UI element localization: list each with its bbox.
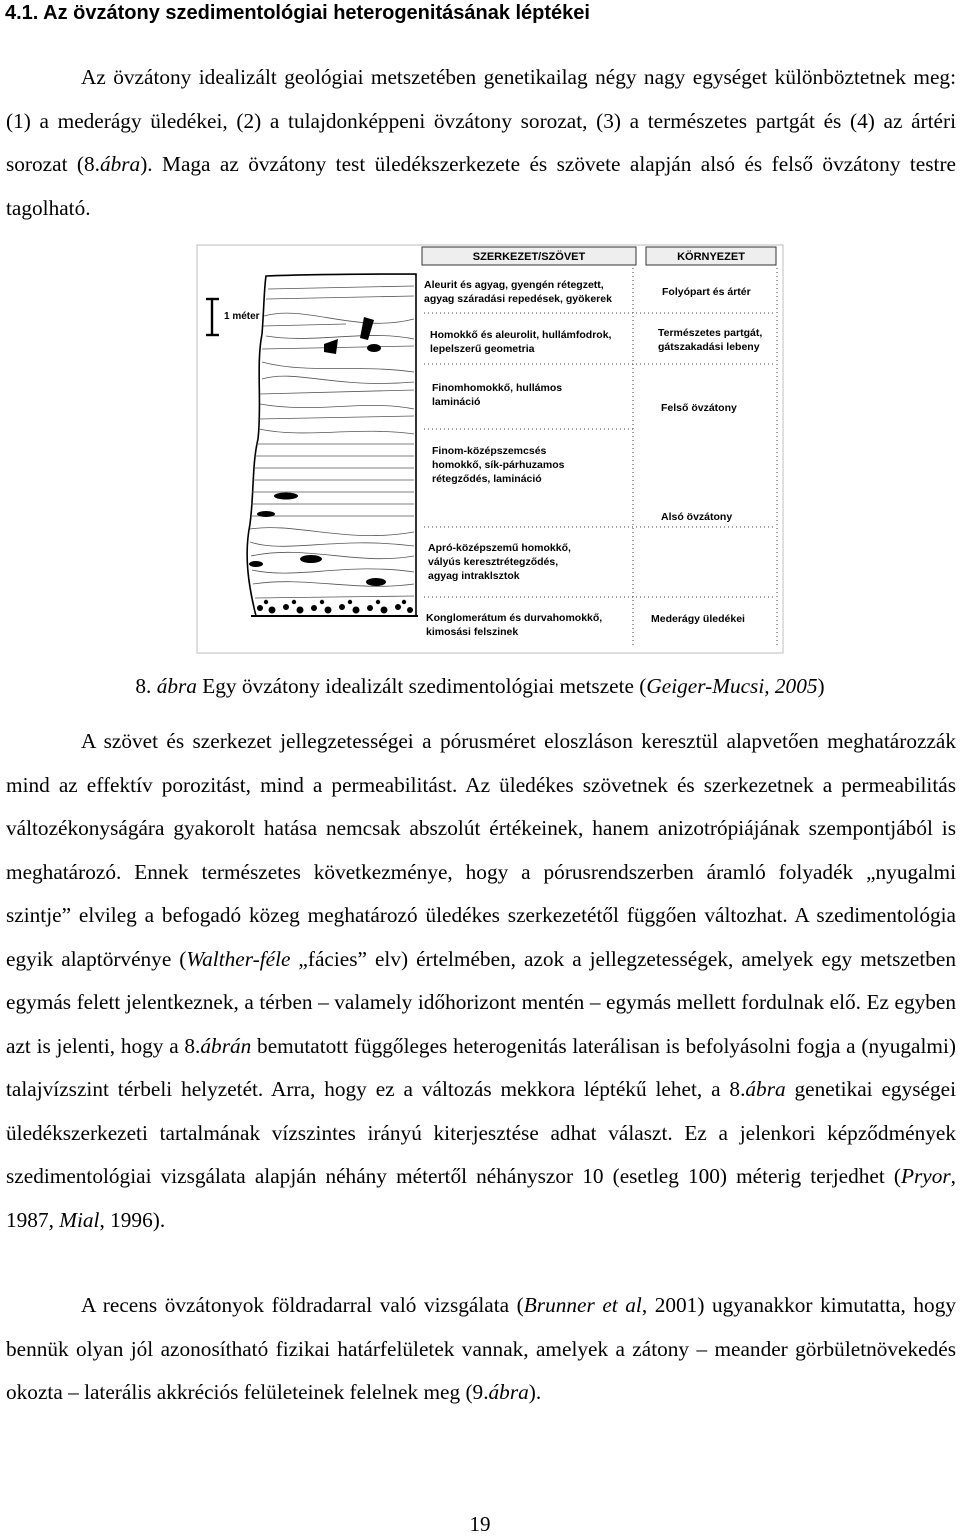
- structure-label: Konglomerátum és durvahomokkő,: [426, 612, 603, 624]
- structure-label: rétegződés, lamináció: [432, 473, 542, 485]
- scale-bar: [206, 299, 219, 335]
- figure-reference: ábrán: [200, 1033, 252, 1058]
- caption-number: 8.: [135, 674, 152, 698]
- caption-text: Egy övzátony idealizált szedimentológiai metszete (: [196, 674, 647, 698]
- text-run: „fácies” elv) értelmében, azok a jellegzetességek, amelyek egy metszetben egymás felett jelentkeznek, a térben – valamely időhorizont mentén – egymás mellett fordulnak elő. Ez egyben azt is jelenti, hogy a 8.: [6, 946, 956, 1058]
- structure-label: kimosási felszinek: [426, 626, 519, 638]
- text-run: A recens övzátonyok földradarral való vizsgálata (: [81, 1293, 524, 1317]
- text-run: ). Maga az övzátony test üledékszerkezete és szövete alapján alsó és felső övzátony testre tagolható.: [6, 152, 956, 220]
- structure-label: Homokkő és aleurolit, hullámfodrok,: [430, 329, 612, 341]
- section-heading: 4.1. Az övzátony szedimentológiai heterogenitásának léptékei: [5, 2, 590, 24]
- structure-label: Apró-középszemű homokkő,: [428, 542, 571, 554]
- italic-term: Walther-féle: [186, 946, 291, 971]
- text-run: , 2001) ugyanakkor kimutatta, hogy bennük olyan jól azonosítható fizikai határfelületek vannak, amelyek a zátony – meander görbületnövekedés okozta – laterális akkréciós felületeinek felelnek meg (9.: [6, 1293, 956, 1404]
- structure-labels: [424, 279, 612, 638]
- structure-label: vályús keresztrétegződés,: [428, 556, 559, 568]
- environment-label: Mederágy üledékei: [651, 613, 745, 625]
- scale-label: 1 méter: [224, 311, 260, 322]
- caption-citation: Geiger-Mucsi, 2005: [646, 674, 818, 698]
- environment-label: gátszakadási lebeny: [658, 341, 760, 353]
- citation-author: Mial: [59, 1207, 100, 1232]
- profile-outline: [247, 274, 416, 616]
- text-run: ).: [528, 1380, 542, 1404]
- environment-labels: [651, 286, 762, 625]
- environment-label: Folyópart és ártér: [662, 286, 751, 298]
- figure-reference: ábra: [488, 1380, 529, 1404]
- structure-label: agyag száradási repedések, gyökerek: [424, 293, 612, 305]
- caption-text: ): [817, 674, 825, 698]
- header-structure: SZERKEZET/SZÖVET: [472, 251, 586, 263]
- environment-label: Természetes partgát,: [658, 327, 763, 339]
- structure-label: lamináció: [432, 396, 481, 408]
- structure-label: Finomhomokkő, hullámos: [432, 382, 563, 394]
- text-run: bemutatott függőleges heterogenitás laterálisan is befolyásolni fogja a (nyugalmi) talajvízszint térbeli helyzetét. Arra, hogy ez a változás mekkora léptékű lehet, a 8.: [6, 1033, 956, 1101]
- text-run: A szövet és szerkezet jellegzetességei a pórusméret eloszláson keresztül alapvetően meghatározzák mind az effektív porozitást, mind a permeabilitást. Az üledékes szövetnek és szerkezetnek a permeabilitás változékonyságára gyakorolt hatása nemcsak abszolút értékeinek, hanem anizotrópiájának szempontjából is meghatározó. Ennek természetes következménye, hogy a pórusrendszerben áramló folyadék „nyugalmi szintje” elvileg a befogadó közeg meghatározó üledékes szerkezetétől függően változhat. A szedimentológia egyik alaptörvénye (: [6, 729, 956, 971]
- paragraph-radar: [6, 1284, 956, 1415]
- structure-label: agyag intraklsztok: [428, 570, 520, 582]
- sediment-profile-diagram: [196, 244, 784, 654]
- citation-author: Pryor: [900, 1164, 951, 1188]
- paragraph-intro: [6, 56, 956, 230]
- environment-label: Alsó övzátony: [661, 511, 733, 523]
- structure-label: lepelszerű geometria: [430, 343, 535, 355]
- paragraph-structure: [6, 720, 956, 1242]
- structure-label: Aleurit és agyag, gyengén rétegzett,: [424, 279, 604, 291]
- citation-author: Brunner et al: [523, 1293, 642, 1317]
- text-run: , 1987,: [6, 1164, 956, 1232]
- figure-reference: ábra: [99, 152, 141, 176]
- figure-reference: ábra: [745, 1077, 786, 1101]
- figure-caption: [0, 666, 960, 706]
- environment-label: Felső övzátony: [661, 402, 737, 414]
- text-run: , 1996).: [99, 1207, 166, 1232]
- caption-label: ábra: [156, 674, 197, 698]
- figure-8: [196, 244, 784, 654]
- header-environment: KÖRNYEZET: [677, 251, 745, 263]
- page-number: 19: [469, 1512, 491, 1536]
- text-run: genetikai egységei üledékszerkezeti tartalmának vízszintes irányú kiterjesztése adhat választ. Ez a jelenkori képződmények szedimentológiai vizsgálata alapján néhány métertől néhányszor 10 (esetleg 100) méterig terjedhet (: [6, 1077, 956, 1188]
- structure-label: Finom-középszemcsés: [432, 445, 547, 457]
- text-run: Az övzátony idealizált geológiai metszetében genetikailag négy nagy egységet különböztetnek meg: (1) a mederágy üledékei, (2) a tulajdonképpeni övzátony sorozat, (3) a természetes partgát és (4) az ártéri sorozat (8.: [6, 65, 956, 176]
- structure-label: homokkő, sík-párhuzamos: [432, 459, 565, 471]
